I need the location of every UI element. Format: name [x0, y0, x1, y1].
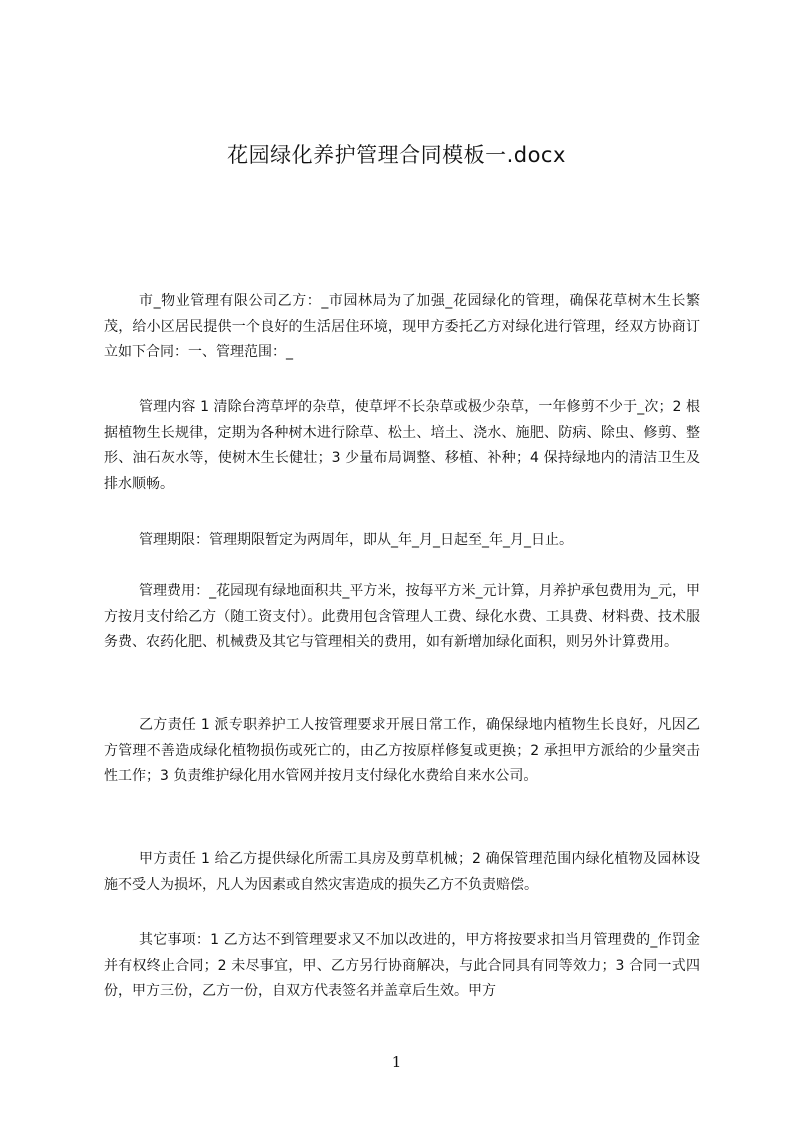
document-title: 花园绿化养护管理合同模板一.docx: [227, 143, 566, 167]
paragraph-management-fee: 管理费用：_花园现有绿地面积共_平方米，按每平方米_元计算，月养护承包费用为_元，甲方按月支付给乙方（随工资支付）。此费用包含管理人工费、绿化水费、工具费、材料费、技术服务费、农药化肥、机械费及其它与管理相关的费用，如有新增加绿化面积，则另外计算费用。: [104, 583, 700, 650]
paragraph-party-a-duties: 甲方责任 1 给乙方提供绿化所需工具房及剪草机械；2 确保管理范围内绿化植物及园林设施不受人为损坏，凡人为因素或自然灾害造成的损失乙方不负责赔偿。: [104, 851, 700, 893]
paragraph-other-matters: 其它事项：1 乙方达不到管理要求又不加以改进的，甲方将按要求扣当月管理费的_作罚金并有权终止合同；2 未尽事宜，甲、乙方另行协商解决，与此合同具有同等效力；3 合同一式四份，甲方三份，乙方一份，自双方代表签名并盖章后生效。甲方: [104, 932, 700, 999]
paragraph-management-content: 管理内容 1 清除台湾草坪的杂草，使草坪不长杂草或极少杂草，一年修剪不少于_次；2 根据植物生长规律，定期为各种树木进行除草、松土、培土、浇水、施肥、防病、除虫、修剪、整形、油石灰水等，使树木生长健壮；3 少量布局调整、移植、补种；4 保持绿地内的清洁卫生及排水顺畅。: [104, 399, 700, 492]
paragraph-management-term: 管理期限：管理期限暂定为两周年，即从_年_月_日起至_年_月_日止。: [139, 532, 573, 548]
paragraph-parties-scope: 市_物业管理有限公司乙方：_市园林局为了加强_花园绿化的管理，确保花草树木生长繁茂，给小区居民提供一个良好的生活居住环境，现甲方委托乙方对绿化进行管理，经双方协商订立如下合同：一、管理范围：_: [104, 293, 700, 360]
paragraph-party-b-duties: 乙方责任 1 派专职养护工人按管理要求开展日常工作，确保绿地内植物生长良好，凡因乙方管理不善造成绿化植物损伤或死亡的，由乙方按原样修复或更换；2 承担甲方派给的少量突击性工作；3 负责维护绿化用水管网并按月支付绿化水费给自来水公司。: [104, 717, 700, 784]
page-number: 1: [391, 1053, 402, 1071]
